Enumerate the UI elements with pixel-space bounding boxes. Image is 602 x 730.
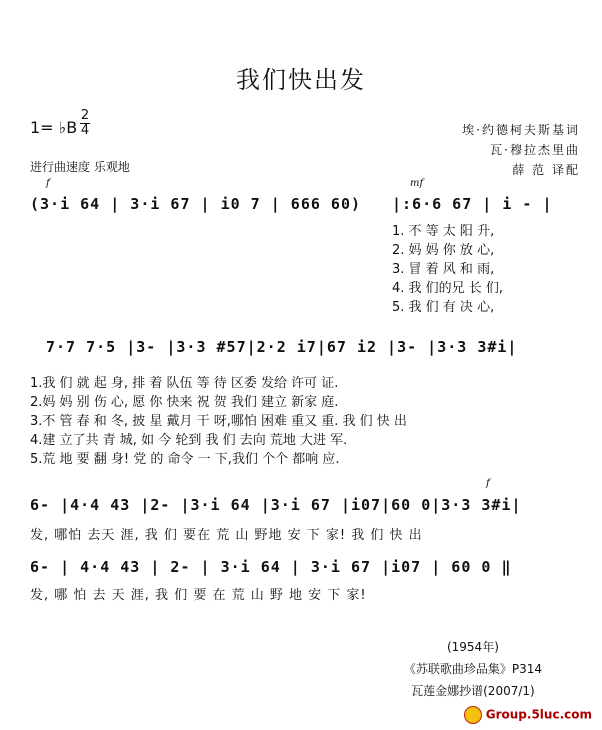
credits (462, 120, 580, 180)
verse-2-lyrics (30, 374, 407, 469)
verse-2-line-3: 3.不 管 春 和 冬, 披 星 戴月 干 呀,哪怕 困难 重又 重. 我 们 快 出 (30, 414, 407, 429)
verse-2-line-5: 5.荒 地 要 翻 身! 党 的 命令 一 下,我们 个个 都响 应. (30, 452, 340, 467)
verse-2-line-4: 4.建 立了共 青 城, 如 今 轮到 我 们 去向 荒地 大进 军. (30, 433, 348, 448)
composer-credit: 瓦·穆拉杰里曲 (490, 143, 580, 157)
score-line-2: 7·7 7·5 |3- |3·3 #57|2·2 i7|67 i2 |3- |3·3 3#i| (46, 338, 518, 356)
footer-notes (404, 636, 542, 702)
time-signature-bottom: 4 (80, 123, 90, 138)
watermark-logo-icon (464, 706, 482, 724)
watermark-text: Group.5luc.com (485, 707, 592, 722)
verse-1-line-1: 1. 不 等 太 阳 升, (392, 224, 495, 239)
lyricist-credit: 埃·约德柯夫斯基词 (462, 123, 580, 137)
time-signature-top: 2 (80, 108, 90, 123)
verse-1-lyrics (392, 222, 503, 317)
tempo-marking: 进行曲速度 乐观地 (30, 160, 130, 174)
translator-credit: 薛 范 译配 (512, 163, 580, 177)
lyrics-line-4: 发, 哪 怕 去 天 涯, 我 们 要 在 荒 山 野 地 安 下 家! (30, 588, 367, 603)
source-note: 《苏联歌曲珍品集》P314 (403, 662, 542, 676)
key-signature: 1= ♭B (30, 118, 78, 137)
watermark (464, 706, 592, 724)
verse-2-line-2: 2.妈 妈 别 伤 心, 愿 你 快来 祝 贺 我们 建立 新家 庭. (30, 395, 339, 410)
verse-2-line-1: 1.我 们 就 起 身, 排 着 队伍 等 待 区委 发给 许可 证. (30, 376, 339, 391)
score-line-4: 6- | 4·4 43 | 2- | 3·i 64 | 3·i 67 |i07 | 60 0 ‖ (30, 558, 512, 576)
score-line-3: 6- |4·4 43 |2- |3·i 64 |3·i 67 |i07|60 0|3·3 3#i| (30, 496, 522, 514)
score-line-1-intro: (3·i 64 | 3·i 67 | i0 7 | 666 60) (30, 195, 362, 213)
dynamic-f-intro: f (46, 178, 50, 189)
verse-1-line-2: 2. 妈 妈 你 放 心, (392, 243, 495, 258)
dynamic-f-chorus: f (486, 478, 490, 489)
lyrics-line-3: 发, 哪怕 去天 涯, 我 们 要在 荒 山 野地 安 下 家! 我 们 快 出 (30, 528, 423, 543)
transcriber-note: 瓦莲金娜抄谱(2007/1) (411, 684, 535, 698)
verse-1-line-3: 3. 冒 着 风 和 雨, (392, 262, 495, 277)
score-line-1-verse: |:6·6 67 | i - | (392, 195, 553, 213)
verse-1-line-4: 4. 我 们的兄 长 们, (392, 281, 504, 296)
song-title: 我们快出发 (236, 66, 366, 94)
year-note: (1954年) (446, 640, 499, 654)
verse-1-line-5: 5. 我 们 有 决 心, (392, 300, 495, 315)
time-signature (80, 110, 90, 137)
dynamic-mf: mf (410, 178, 424, 189)
